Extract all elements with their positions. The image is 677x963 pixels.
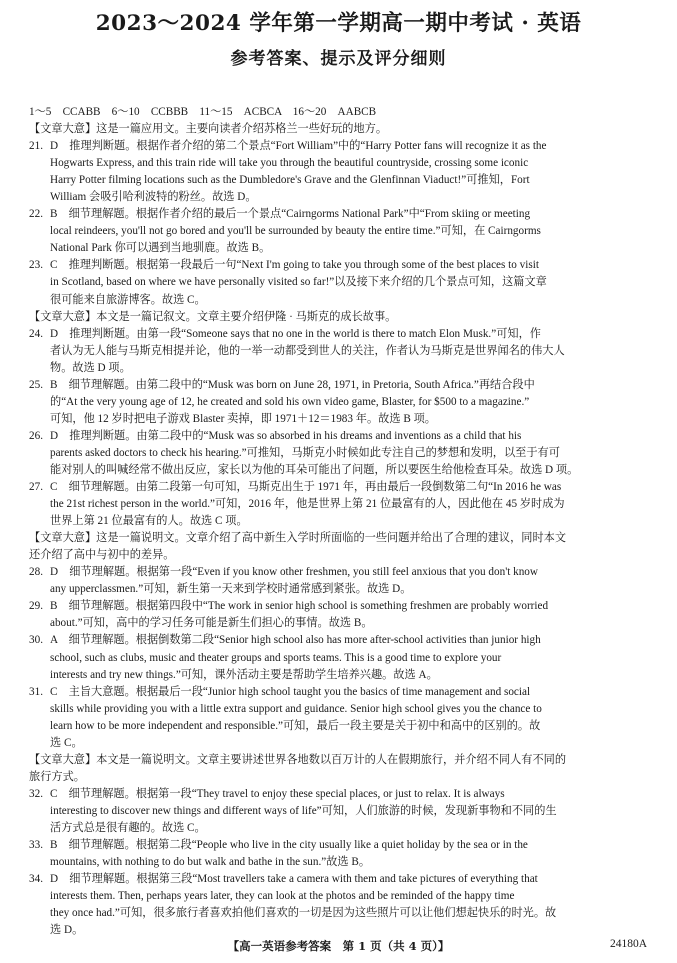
question-text: B 细节理解题。由第二段中的“Musk was born on June 28, 1971, in Pretoria, South Africa.”再结合段中 [50,378,535,391]
question-continuation-line: 世界上第 21 位最富有的人。故选 C 项。 [50,515,248,528]
question-continuation-line: 物。故选 D 项。 [50,361,131,374]
question-text: C 推理判断题。根据第一段最后一句“Next I'm going to take you through some of the best places to visit [50,259,539,272]
question-first-line [29,684,651,701]
question-first-line [29,479,651,496]
question-first-line [29,598,651,615]
article-summary [29,752,651,786]
question-explanation [29,564,651,598]
question-number: 25. [29,378,43,391]
question-continuation-line: any upperclassmen.”可知，新生第一天来到学校时通常感到紧张。故选 D。 [50,583,412,596]
question-explanation [29,598,651,632]
question-number: 26. [29,429,43,442]
question-number: 21. [29,140,43,153]
question-continuation-line: interests and try new things.”可知，课外活动主要是帮助学生培养兴趣。故选 A。 [50,668,438,681]
answer-key-line: 1～5 CCABB 6～10 CCBBB 11～15 ACBCA 16～20 AABCB [29,106,377,118]
question-explanation [29,206,651,257]
question-continuation-line: learn how to be more independent and responsible.”可知，最后一段主要是关于初中和高中的区别的。故 [50,719,541,732]
question-text: C 细节理解题。由第二段第一句可知，马斯克出生于 1971 年，再由最后一段倒数第二句“In 2016 he was [50,481,562,494]
question-explanation [29,428,651,479]
summary-line: 【文章大意】这是一篇应用文。主要向读者介绍苏格兰一些好玩的地方。 [29,123,388,136]
question-first-line [29,871,651,888]
question-first-line [29,138,651,155]
question-continuation-line: 选 C。 [50,736,83,749]
question-continuation-line: parents asked doctors to check his hearing.”可推知，马斯克小时候如此专注自己的梦想和发明，以至于有可 [50,446,560,459]
question-first-line [29,786,651,803]
question-continuation-line: local reindeers, you'll not go bored and you'll be surrounded by beauty the entire time.”可知，在 Cairngorms [50,225,541,238]
question-continuation-line: William 会吸引哈利波特的粉丝。故选 D。 [50,191,257,204]
summary-line: 旅行方式。 [29,770,85,783]
question-text: D 推理判断题。由第二段中的“Musk was so absorbed in his dreams and inventions as a child that his [50,429,522,442]
question-continuation-line: about.”可知，高中的学习任务可能是新生们担心的事情。故选 B。 [50,617,373,630]
article-summary [29,309,651,326]
question-explanation [29,326,651,377]
question-text: B 细节理解题。根据作者介绍的最后一个景点“Cairngorms National Park”中“From skiing or meeting [50,208,531,221]
question-text: D 细节理解题。根据第三段“Most travellers take a camera with them and take pictures of everything that [50,873,538,886]
question-explanation [29,786,651,837]
question-number: 31. [29,685,43,698]
question-continuation-line: interesting to discover new things and different ways of life”可知，人们旅游的时候，发现新事物和不同的生 [50,804,557,817]
question-number: 34. [29,873,43,886]
question-text: A 细节理解题。根据倒数第二段“Senior high school also has more after-school activities than junior high [50,634,541,647]
summary-line: 【文章大意】本文是一篇说明文。文章主要讲述世界各地数以百万计的人在假期旅行，并介绍不同人有不同的 [29,753,567,766]
summary-line: 【文章大意】本文是一篇记叙文。文章主要介绍伊隆 · 马斯克的成长故事。 [29,310,397,323]
question-number: 28. [29,566,43,579]
question-explanation [29,684,651,752]
article-summary [29,121,651,138]
question-explanation [29,257,651,308]
question-first-line [29,428,651,445]
answer-content [29,104,651,939]
question-text: D 推理判断题。由第一段“Someone says that no one in the world is there to match Elon Musk.”可知，作 [50,327,541,340]
question-continuation-line: skills while providing you with a little extra support and guidance. Senior high school gives you the chance to [50,702,542,715]
page-subtitle: 参考答案、提示及评分细则 [230,49,447,69]
question-continuation-line: 者认为无人能与马斯克相提并论，他的一举一动都受到世人的关注，作者认为马斯克是世界闻名的伟大人 [50,344,565,357]
question-first-line [29,837,651,854]
question-text: D 细节理解题。根据第一段“Even if you know other freshmen, you still feel anxious that you don't know [50,566,538,579]
question-continuation-line: Hogwarts Express, and this train ride will take you through the beautiful countryside, crossing some iconic [50,157,529,170]
question-number: 32. [29,787,43,800]
question-continuation-line: 的“At the very young age of 12, he created and sold his own video game, Blaster, for $500 to a magazine.” [50,395,530,408]
question-continuation-line: they once had.”可知，很多旅行者喜欢拍他们喜欢的一切是因为这些照片可以让他们想起快乐的时光。故 [50,907,557,920]
question-text: C 主旨大意题。根据最后一段“Junior high school taught you the basics of time management and social [50,685,531,698]
question-continuation-line: mountains, with nothing to do but walk and bathe in the sun.”故选 B。 [50,856,371,869]
question-continuation-line: 很可能来自旅游博客。故选 C。 [50,293,206,306]
question-text: C 细节理解题。根据第一段“They travel to enjoy these special places, or just to relax. It is always [50,787,505,800]
question-first-line [29,377,651,394]
question-text: B 细节理解题。根据第二段“People who live in the city usually like a quiet holiday by the sea or in the [50,839,528,852]
question-number: 27. [29,481,43,494]
question-first-line [29,632,651,649]
question-continuation-line: 选 D。 [50,924,84,937]
question-number: 24. [29,327,43,340]
question-explanation [29,871,651,939]
exam-code: 24180A [609,938,647,950]
question-explanation [29,479,651,530]
question-number: 23. [29,259,43,272]
question-text: D 推理判断题。根据作者介绍的第二个景点“Fort William”中的“Harry Potter fans will recognize it as the [50,140,547,153]
question-number: 29. [29,600,43,613]
question-explanation [29,837,651,871]
summary-line: 还介绍了高中与初中的差异。 [29,549,175,562]
question-continuation-line: interests them. Then, perhaps years later, they can look at the photos and be reminded of the happy time [50,890,515,903]
question-continuation-line: school, such as clubs, music and theater groups and sports teams. This is a good time to explore your [50,651,502,664]
question-number: 30. [29,634,43,647]
question-continuation-line: 活方式总是很有趣的。故选 C。 [50,821,206,834]
question-continuation-line: Harry Potter filming locations such as the Dumbledore's Grave and the Glenfinnan Viaduct!”可推知，Fort [50,174,530,187]
question-explanation [29,377,651,428]
question-first-line [29,257,651,274]
summary-line: 【文章大意】这是一篇说明文。文章介绍了高中新生入学时所面临的一些问题并给出了合理的建议，同时本文 [29,532,567,545]
page-title: 2023～2024 学年第一学期高一期中考试 · 英语 [95,11,582,36]
question-continuation-line: the 21st richest person in the world.”可知，2016 年，他是世界上第 21 位最富有的人，因此他在 45 岁时成为 [50,498,565,511]
question-continuation-line: 能对别人的叫喊经常不做出反应，家长以为他的耳朵可能出了问题，所以要医生给他检查耳朵。故选 D 项。 [50,463,579,476]
article-summary [29,530,651,564]
question-continuation-line: in Scotland, based on where we have personally visited so far!”以及接下来介绍的几个景点可知，这篇文章 [50,276,547,289]
question-first-line [29,206,651,223]
question-text: B 细节理解题。根据第四段中“The work in senior high school is something freshmen are probably worried [50,600,549,613]
question-explanation [29,632,651,683]
question-first-line [29,326,651,343]
question-continuation-line: 可知，他 12 岁时把电子游戏 Blaster 卖掉，即 1971＋12＝1983 年。故选 B 项。 [50,412,436,425]
question-number: 33. [29,839,43,852]
question-explanation [29,138,651,206]
page-footer: 【高一英语参考答案 第 1 页（共 4 页）】 [227,939,450,953]
question-continuation-line: National Park 你可以遇到当地驯鹿。故选 B。 [50,242,271,255]
question-number: 22. [29,208,43,221]
question-first-line [29,564,651,581]
